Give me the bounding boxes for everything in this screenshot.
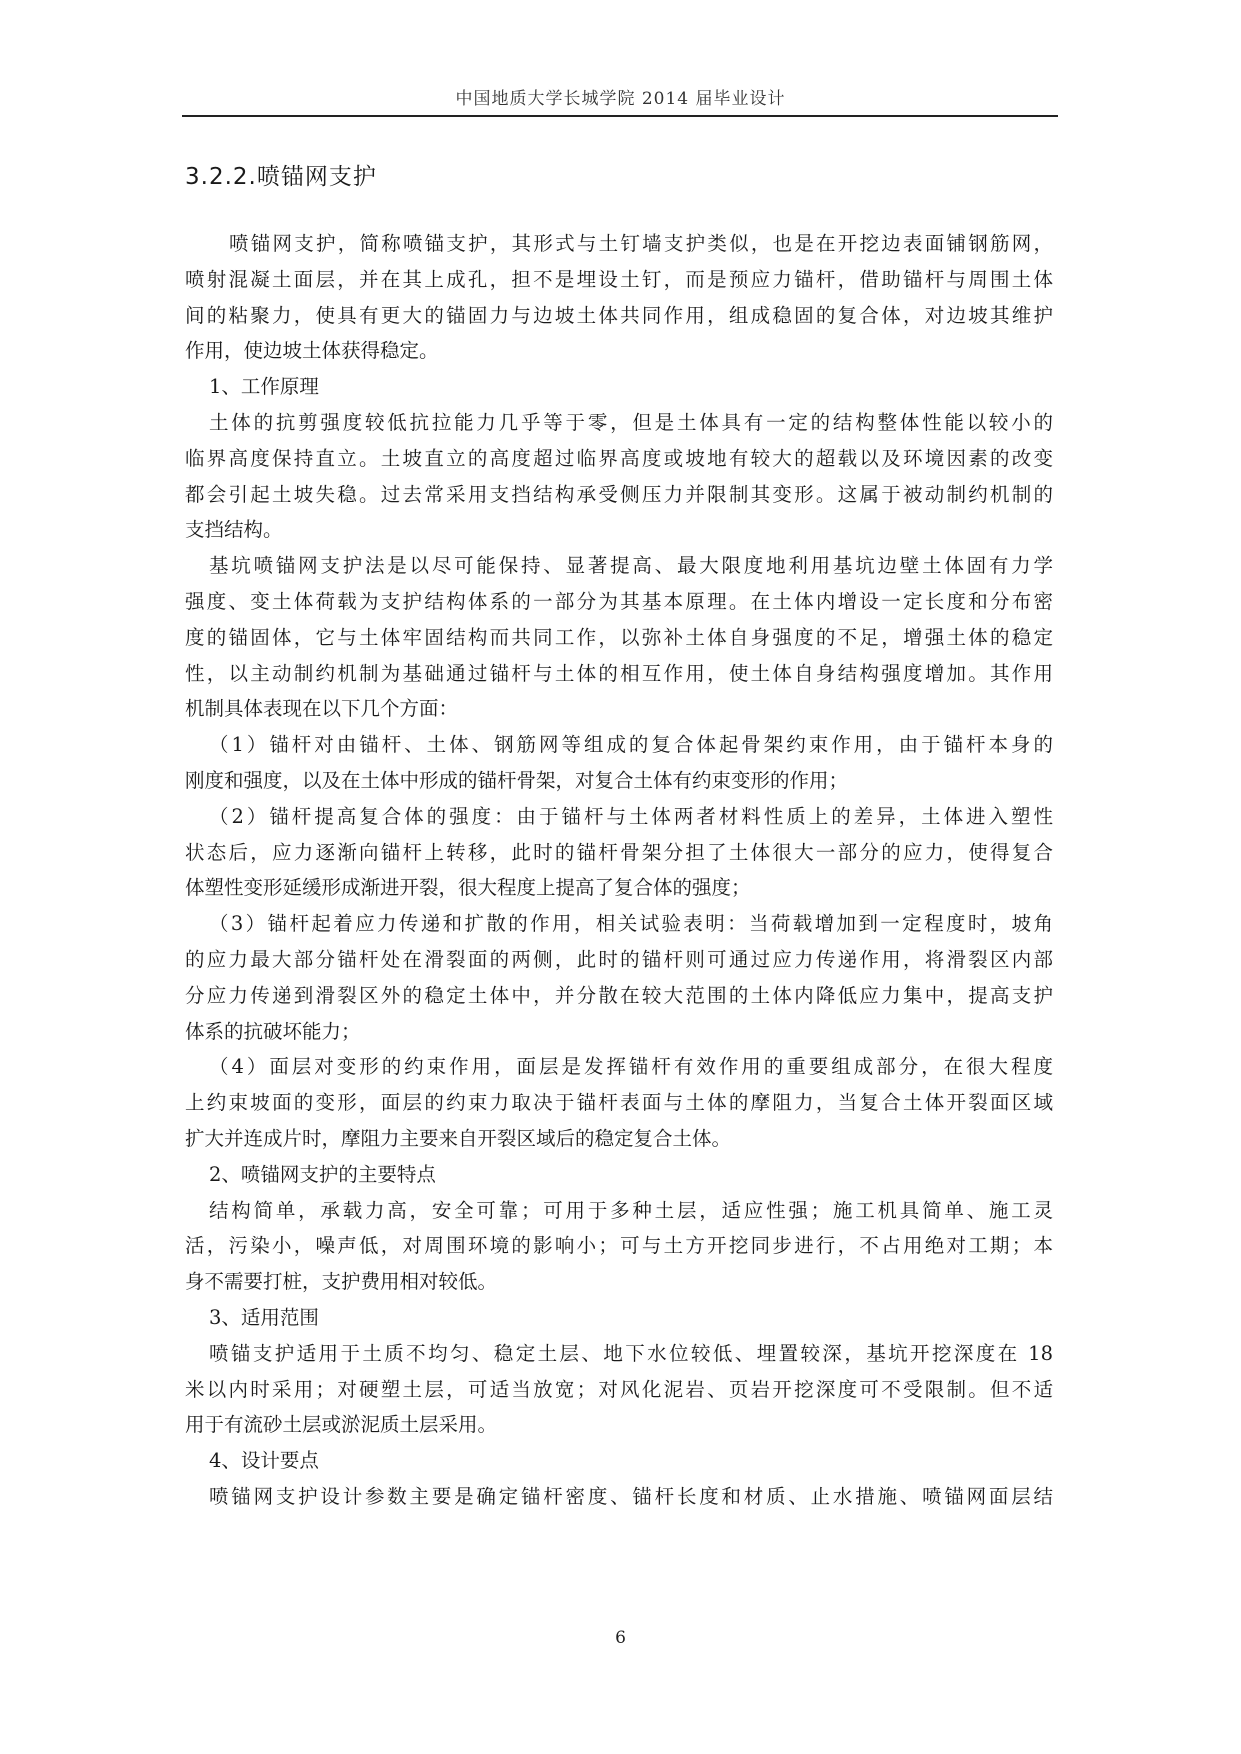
paragraph-line: 结构简单，承载力高，安全可靠；可用于多种土层，适应性强；施工机具简单、施工灵 [209,1198,1053,1222]
paragraph-line: 米以内时采用；对硬塑土层，可适当放宽；对风化泥岩、页岩开挖深度可不受限制。但不适 [185,1377,1053,1401]
subsection-heading: 2、喷锚网支护的主要特点 [209,1162,436,1186]
list-item-line: 的应力最大部分锚杆处在滑裂面的两侧，此时的锚杆则可通过应力传递作用，将滑裂区内部 [185,947,1053,971]
paragraph-line: 活，污染小，噪声低，对周围环境的影响小；可与土方开挖同步进行，不占用绝对工期；本 [185,1234,1053,1258]
list-item-line: 状态后，应力逐渐向锚杆上转移，此时的锚杆骨架分担了土体很大一部分的应力，使得复合 [185,840,1053,864]
paragraph-line: 都会引起土坡失稳。过去常采用支挡结构承受侧压力并限制其变形。这属于被动制约机制的 [185,482,1053,506]
paragraph-line: 作用，使边坡土体获得稳定。 [185,339,439,363]
paragraph-line: 度的锚固体，它与土体牢固结构而共同工作，以弥补土体自身强度的不足，增强土体的稳定 [185,625,1053,649]
paragraph-line: 喷锚网支护，简称喷锚支护，其形式与土钉墙支护类似，也是在开挖边表面铺钢筋网， [229,232,1053,255]
header-divider [182,115,1058,117]
paragraph-line: 喷射混凝土面层，并在其上成孔，担不是埋设土钉，而是预应力锚杆，借助锚杆与周围土体 [185,267,1053,291]
list-item-line: （3）锚杆起着应力传递和扩散的作用，相关试验表明：当荷载增加到一定程度时，坡角 [209,912,1053,936]
paragraph-line: 土体的抗剪强度较低抗拉能力几乎等于零，但是土体具有一定的结构整体性能以较小的 [209,410,1053,434]
subsection-heading: 1、工作原理 [209,375,319,399]
subsection-heading: 3、适用范围 [209,1305,319,1329]
paragraph-line: 喷锚网支护设计参数主要是确定锚杆密度、锚杆长度和材质、止水措施、喷锚网面层结 [209,1484,1053,1508]
list-item-line: （2）锚杆提高复合体的强度：由于锚杆与土体两者材料性质上的差异，土体进入塑性 [209,804,1053,828]
list-item-line: 体塑性变形延缓形成渐进开裂，很大程度上提高了复合体的强度； [185,876,751,900]
paragraph-line: 间的粘聚力，使具有更大的锚固力与边坡土体共同作用，组成稳固的复合体，对边坡其维护 [185,303,1053,327]
page-number: 6 [615,1628,626,1648]
list-item-line: （1）锚杆对由锚杆、土体、钢筋网等组成的复合体起骨架约束作用，由于锚杆本身的 [209,733,1053,757]
paragraph-line: 机制具体表现在以下几个方面： [185,697,459,721]
paragraph-line: 强度、变土体荷载为支护结构体系的一部分为其基本原理。在土体内增设一定长度和分布密 [185,589,1053,613]
list-item-line: 体系的抗破坏能力； [185,1019,361,1043]
paragraph-line: 身不需要打桩，支护费用相对较低。 [185,1270,498,1294]
list-item-line: 扩大并连成片时，摩阻力主要来自开裂区域后的稳定复合土体。 [185,1126,732,1150]
paragraph-line: 性，以主动制约机制为基础通过锚杆与土体的相互作用，使土体自身结构强度增加。其作用 [185,661,1053,685]
paragraph-line: 用于有流砂土层或淤泥质土层采用。 [185,1413,498,1437]
paragraph-line: 喷锚支护适用于土质不均匀、稳定土层、地下水位较低、埋置较深，基坑开挖深度在 18 [209,1341,1053,1365]
subsection-heading: 4、设计要点 [209,1449,319,1473]
paragraph-line: 基坑喷锚网支护法是以尽可能保持、显著提高、最大限度地利用基坑边壁土体固有力学 [209,554,1053,578]
paragraph-line: 支挡结构。 [185,518,283,542]
list-item-line: （4）面层对变形的约束作用，面层是发挥锚杆有效作用的重要组成部分，在很大程度 [209,1055,1053,1079]
list-item-line: 刚度和强度，以及在土体中形成的锚杆骨架，对复合土体有约束变形的作用； [185,768,849,792]
body-text [185,226,1053,1515]
page-header: 中国地质大学长城学院 2014 届毕业设计 [455,89,786,109]
list-item-line: 分应力传递到滑裂区外的稳定土体中，并分散在较大范围的土体内降低应力集中，提高支护 [185,983,1053,1007]
list-item-line: 上约束坡面的变形，面层的约束力取决于锚杆表面与土体的摩阻力，当复合土体开裂面区域 [185,1091,1053,1115]
section-title: 3.2.2.喷锚网支护 [185,164,377,190]
paragraph-line: 临界高度保持直立。土坡直立的高度超过临界高度或坡地有较大的超载以及环境因素的改变 [185,446,1053,470]
